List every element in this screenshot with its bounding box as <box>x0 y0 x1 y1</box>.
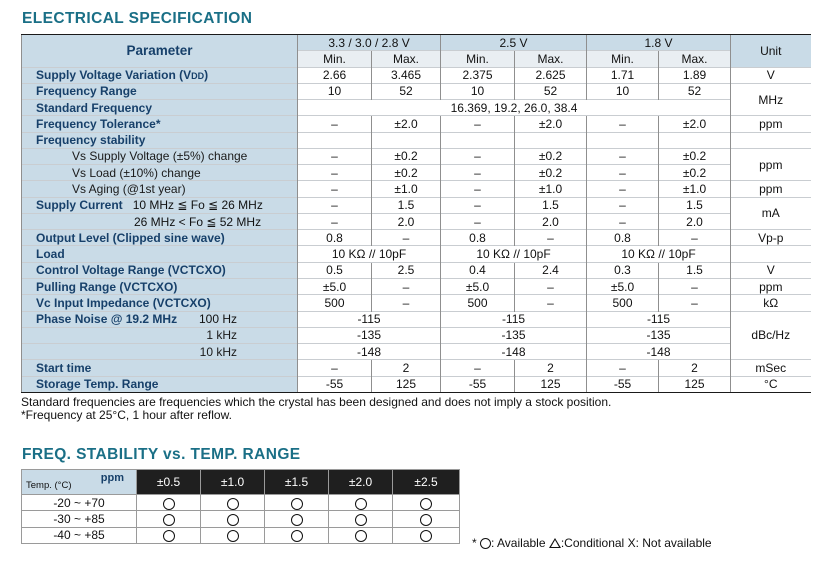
cell <box>441 132 515 148</box>
cell: 1.5 <box>372 197 441 213</box>
unit-header: Unit <box>731 35 811 68</box>
cell <box>298 132 372 148</box>
stability-table <box>21 469 460 544</box>
cell: ±2.0 <box>659 116 731 132</box>
cell: ±0.2 <box>515 165 587 181</box>
legend-available: : Available <box>491 536 549 550</box>
cell: 10 <box>587 83 659 99</box>
cell: -115 <box>587 311 731 327</box>
cell: – <box>587 165 659 181</box>
stability-legend <box>472 536 712 550</box>
available-circle-icon <box>291 498 303 510</box>
row-label: Output Level (Clipped sine wave) <box>22 230 298 246</box>
table-row <box>22 527 460 543</box>
cell <box>201 511 265 527</box>
row-label: Vs Aging (@1st year) <box>22 181 298 197</box>
cell: -135 <box>587 327 731 343</box>
cell: 0.8 <box>298 230 372 246</box>
cell: ±1.0 <box>515 181 587 197</box>
cell <box>329 495 393 511</box>
cell: -135 <box>441 327 587 343</box>
conditional-triangle-icon <box>549 538 561 548</box>
cell: 10 KΩ // 10pF <box>587 246 731 262</box>
cell: – <box>659 230 731 246</box>
row-label: Frequency stability <box>22 132 298 148</box>
cell: ±1.0 <box>372 181 441 197</box>
cell: – <box>515 295 587 311</box>
cell: -55 <box>441 376 515 392</box>
unit-cell: Vp-p <box>731 230 811 246</box>
cell: -55 <box>298 376 372 392</box>
row-label: Frequency Range <box>22 83 298 99</box>
table-row <box>22 132 811 148</box>
row-label: 1 kHz <box>22 327 298 343</box>
cell: ±0.2 <box>372 148 441 164</box>
voltage-group-header: 1.8 V <box>587 35 731 51</box>
table-row <box>22 295 811 311</box>
available-circle-icon <box>355 498 367 510</box>
cell: – <box>587 197 659 213</box>
cell: -55 <box>587 376 659 392</box>
cell: ±5.0 <box>587 278 659 294</box>
cell: 2 <box>515 360 587 376</box>
stability-column-header: ±1.0 <box>201 470 265 495</box>
cell: 2.0 <box>515 213 587 229</box>
unit-cell: MHz <box>731 83 811 116</box>
voltage-group-header: 3.3 / 3.0 / 2.8 V <box>298 35 441 51</box>
row-label: Start time <box>22 360 298 376</box>
available-circle-icon <box>420 498 432 510</box>
cell: – <box>659 295 731 311</box>
unit-cell <box>731 246 811 262</box>
cell: ±0.2 <box>659 165 731 181</box>
cell: -115 <box>441 311 587 327</box>
cell: 52 <box>372 83 441 99</box>
table-row <box>22 67 811 83</box>
corner-ppm-label: ppm <box>100 472 124 484</box>
row-label: Supply Current 10 MHz ≦ Fo ≦ 26 MHz <box>22 197 298 213</box>
available-circle-icon <box>355 514 367 526</box>
available-circle-icon <box>420 530 432 542</box>
cell: 10 <box>441 83 515 99</box>
available-circle-icon <box>420 514 432 526</box>
unit-cell: ppm <box>731 116 811 132</box>
row-label: Vs Supply Voltage (±5%) change <box>22 148 298 164</box>
cell: ±2.0 <box>515 116 587 132</box>
cell: 1.5 <box>515 197 587 213</box>
table-row <box>22 344 811 360</box>
cell: – <box>298 213 372 229</box>
cell: 500 <box>587 295 659 311</box>
cell: 2.4 <box>515 262 587 278</box>
cell <box>137 495 201 511</box>
cell: ±1.0 <box>659 181 731 197</box>
cell: 0.8 <box>441 230 515 246</box>
cell: 500 <box>441 295 515 311</box>
unit-cell: ppm <box>731 278 811 294</box>
table-row <box>22 197 811 213</box>
table-row <box>22 511 460 527</box>
cell: 0.8 <box>587 230 659 246</box>
cell <box>587 132 659 148</box>
temp-range-label: -40 ~ +85 <box>22 527 137 543</box>
cell: -135 <box>298 327 441 343</box>
cell: 2.0 <box>659 213 731 229</box>
unit-cell: ppm <box>731 181 811 197</box>
cell: – <box>298 181 372 197</box>
table-row <box>22 83 811 99</box>
voltage-group-header: 2.5 V <box>441 35 587 51</box>
cell: 2 <box>659 360 731 376</box>
cell: 2.375 <box>441 67 515 83</box>
cell <box>201 495 265 511</box>
cell: 0.3 <box>587 262 659 278</box>
cell: – <box>372 230 441 246</box>
cell <box>265 511 329 527</box>
cell: – <box>441 116 515 132</box>
cell <box>329 511 393 527</box>
unit-cell: °C <box>731 376 811 392</box>
cell: ±2.0 <box>372 116 441 132</box>
cell: – <box>587 360 659 376</box>
row-label: Vc Input Impedance (VCTCXO) <box>22 295 298 311</box>
electrical-spec-table <box>21 34 811 393</box>
cell: 0.5 <box>298 262 372 278</box>
cell: -148 <box>441 344 587 360</box>
cell <box>659 132 731 148</box>
available-circle-icon <box>227 530 239 542</box>
unit-cell: mA <box>731 197 811 230</box>
table-row <box>22 278 811 294</box>
table-row <box>22 181 811 197</box>
footnote-standard-frequencies: Standard frequencies are frequencies which the crystal has been designed and does not imply a stock position. <box>21 395 612 409</box>
row-label: Load <box>22 246 298 262</box>
cell: -148 <box>298 344 441 360</box>
table-row <box>22 360 811 376</box>
cell <box>265 495 329 511</box>
cell: 2.0 <box>372 213 441 229</box>
stability-header-row <box>22 470 460 495</box>
cell: -148 <box>587 344 731 360</box>
cell <box>393 495 460 511</box>
row-label: Phase Noise @ 19.2 MHz 100 Hz <box>22 311 298 327</box>
cell: – <box>441 165 515 181</box>
cell: – <box>515 278 587 294</box>
cell: – <box>372 278 441 294</box>
cell <box>329 527 393 543</box>
cell: ±0.2 <box>372 165 441 181</box>
cell: 1.71 <box>587 67 659 83</box>
cell: – <box>587 213 659 229</box>
min-header: Min. <box>298 51 372 67</box>
cell <box>137 511 201 527</box>
cell: – <box>441 197 515 213</box>
cell: 125 <box>372 376 441 392</box>
max-header: Max. <box>659 51 731 67</box>
table-row <box>22 230 811 246</box>
unit-cell: V <box>731 262 811 278</box>
cell: ±0.2 <box>659 148 731 164</box>
row-label: Storage Temp. Range <box>22 376 298 392</box>
unit-cell: kΩ <box>731 295 811 311</box>
temp-range-label: -20 ~ +70 <box>22 495 137 511</box>
table-row <box>22 100 811 116</box>
legend-prefix: * <box>472 536 481 550</box>
cell: – <box>441 213 515 229</box>
cell: – <box>298 116 372 132</box>
cell: 125 <box>515 376 587 392</box>
row-label: Frequency Tolerance* <box>22 116 298 132</box>
cell: 2.625 <box>515 67 587 83</box>
row-label: Standard Frequency <box>22 100 298 116</box>
cell: 2 <box>372 360 441 376</box>
cell: 125 <box>659 376 731 392</box>
temp-range-label: -30 ~ +85 <box>22 511 137 527</box>
footnote-reflow: *Frequency at 25°C, 1 hour after reflow. <box>21 408 232 422</box>
table-row <box>22 376 811 392</box>
unit-cell: mSec <box>731 360 811 376</box>
cell: – <box>298 360 372 376</box>
cell: 1.89 <box>659 67 731 83</box>
available-circle-icon <box>291 530 303 542</box>
table-row <box>22 148 811 164</box>
cell <box>372 132 441 148</box>
max-header: Max. <box>515 51 587 67</box>
cell: – <box>441 181 515 197</box>
cell: – <box>587 181 659 197</box>
available-circle-icon <box>291 514 303 526</box>
cell: 3.465 <box>372 67 441 83</box>
row-label: Pulling Range (VCTCXO) <box>22 278 298 294</box>
cell: 16.369, 19.2, 26.0, 38.4 <box>298 100 731 116</box>
cell: ±5.0 <box>441 278 515 294</box>
section-title-stability: FREQ. STABILITY vs. TEMP. RANGE <box>22 446 301 463</box>
cell: ±5.0 <box>298 278 372 294</box>
stability-column-header: ±2.5 <box>393 470 460 495</box>
row-label: Supply Voltage Variation (VDD) <box>22 67 298 83</box>
cell: – <box>298 165 372 181</box>
cell: – <box>441 360 515 376</box>
stability-column-header: ±1.5 <box>265 470 329 495</box>
corner-temp-label: Temp. (°C) <box>26 480 72 491</box>
available-circle-icon <box>227 498 239 510</box>
unit-cell: V <box>731 67 811 83</box>
cell: 500 <box>298 295 372 311</box>
cell: – <box>298 148 372 164</box>
parameter-header: Parameter <box>22 35 298 68</box>
cell: 10 <box>298 83 372 99</box>
cell: 10 KΩ // 10pF <box>441 246 587 262</box>
table-row <box>22 246 811 262</box>
cell: 2.66 <box>298 67 372 83</box>
min-header: Min. <box>587 51 659 67</box>
stability-column-header: ±0.5 <box>137 470 201 495</box>
cell: 52 <box>515 83 587 99</box>
cell: – <box>659 278 731 294</box>
stability-corner-cell <box>22 470 137 495</box>
cell <box>201 527 265 543</box>
table-row <box>22 116 811 132</box>
available-circle-icon <box>227 514 239 526</box>
cell: ±0.2 <box>515 148 587 164</box>
cell: – <box>441 148 515 164</box>
cell <box>137 527 201 543</box>
stability-column-header: ±2.0 <box>329 470 393 495</box>
cell: 10 KΩ // 10pF <box>298 246 441 262</box>
cell <box>265 527 329 543</box>
unit-cell: dBc/Hz <box>731 311 811 360</box>
available-circle-icon <box>355 530 367 542</box>
cell: -115 <box>298 311 441 327</box>
cell: – <box>515 230 587 246</box>
available-circle-icon <box>163 530 175 542</box>
row-label: Vs Load (±10%) change <box>22 165 298 181</box>
cell: – <box>587 148 659 164</box>
table-row <box>22 495 460 511</box>
row-label: Control Voltage Range (VCTCXO) <box>22 262 298 278</box>
cell: 52 <box>659 83 731 99</box>
table-row <box>22 262 811 278</box>
cell: – <box>298 197 372 213</box>
cell: – <box>372 295 441 311</box>
cell <box>393 511 460 527</box>
cell: 2.5 <box>372 262 441 278</box>
row-label: 26 MHz < Fo ≦ 52 MHz <box>22 213 298 229</box>
row-label: 10 kHz <box>22 344 298 360</box>
available-circle-icon <box>163 514 175 526</box>
table-row <box>22 213 811 229</box>
table-row <box>22 165 811 181</box>
legend-conditional: :Conditional <box>560 536 628 550</box>
table-row <box>22 311 811 327</box>
available-circle-icon <box>163 498 175 510</box>
cell: 1.5 <box>659 197 731 213</box>
cell: 1.5 <box>659 262 731 278</box>
legend-not-available: X: Not available <box>627 536 712 550</box>
cell <box>515 132 587 148</box>
max-header: Max. <box>372 51 441 67</box>
table-row <box>22 327 811 343</box>
header-row <box>22 35 811 51</box>
min-header: Min. <box>441 51 515 67</box>
unit-cell <box>731 132 811 148</box>
available-circle-icon <box>480 538 491 549</box>
section-title-electrical: ELECTRICAL SPECIFICATION <box>22 10 253 27</box>
cell: – <box>587 116 659 132</box>
cell <box>393 527 460 543</box>
cell: 0.4 <box>441 262 515 278</box>
unit-cell: ppm <box>731 148 811 181</box>
